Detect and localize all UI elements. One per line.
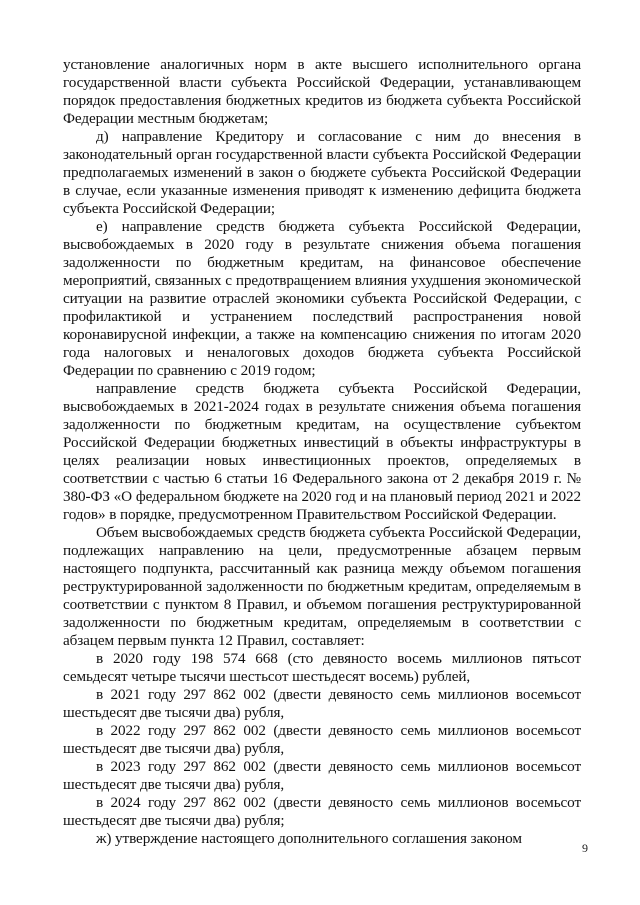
paragraph: направление средств бюджета субъекта Российской Федерации, высвобождаемых в 2021-2024 годах в результате снижения объема погашения задолженности по бюджетным кредитам, на осуществление субъектом Российской Федерации бюджетных инвестиций в объекты инфраструктуры в целях реализации новых инвестиционных проектов, определяемых в соответствии с частью 6 статьи 16 Федерального закона от 2 декабря 2019 г. № 380-ФЗ «О федеральном бюджете на 2020 год и на плановый период 2021 и 2022 годов» в порядке, предусмотренном Правительством Российской Федерации. [63, 380, 581, 523]
body-text [63, 56, 581, 848]
paragraph: в 2020 году 198 574 668 (сто девяносто восемь миллионов пятьсот семьдесят четыре тысячи шестьсот шестьдесят восемь) рублей, [63, 650, 581, 685]
paragraph: д) направление Кредитору и согласование с ним до внесения в законодательный орган государственной власти субъекта Российской Федерации предполагаемых изменений в закон о бюджете субъекта Российской Федерации в случае, если указанные изменения приводят к изменению дефицита бюджета субъекта Российской Федерации; [63, 128, 581, 217]
paragraph: в 2023 году 297 862 002 (двести девяносто семь миллионов восемьсот шестьдесят две тысячи два) рубля, [63, 758, 581, 793]
paragraph: в 2021 году 297 862 002 (двести девяносто семь миллионов восемьсот шестьдесят две тысячи два) рубля, [63, 686, 581, 721]
paragraph: установление аналогичных норм в акте высшего исполнительного органа государственной власти субъекта Российской Федерации, устанавливающем порядок предоставления бюджетных кредитов из бюджета субъекта Российской Федерации местным бюджетам; [63, 56, 581, 127]
page-number: 9 [582, 841, 588, 855]
paragraph: е) направление средств бюджета субъекта Российской Федерации, высвобождаемых в 2020 году в результате снижения объема погашения задолженности по бюджетным кредитам, на финансовое обеспечение мероприятий, связанных с предотвращением влияния ухудшения экономической ситуации на развитие отраслей экономики субъекта Российской Федерации, с профилактикой и устранением последствий распространения новой коронавирусной инфекции, а также на компенсацию снижения по итогам 2020 года налоговых и неналоговых доходов бюджета субъекта Российской Федерации по сравнению с 2019 годом; [63, 218, 581, 379]
paragraph: ж) утверждение настоящего дополнительного соглашения законом [96, 830, 522, 847]
paragraph: Объем высвобождаемых средств бюджета субъекта Российской Федерации, подлежащих направлению на цели, предусмотренные абзацем первым настоящего подпункта, рассчитанный как разница между объемом погашения реструктурированной задолженности по бюджетным кредитам, определяемым в соответствии с пунктом 8 Правил, и объемом погашения реструктурированной задолженности по бюджетным кредитам, определяемым в соответствии с абзацем первым пункта 12 Правил, составляет: [63, 524, 581, 649]
paragraph: в 2024 году 297 862 002 (двести девяносто семь миллионов восемьсот шестьдесят две тысячи два) рубля; [63, 794, 581, 829]
paragraph: в 2022 году 297 862 002 (двести девяносто семь миллионов восемьсот шестьдесят две тысячи два) рубля, [63, 722, 581, 757]
